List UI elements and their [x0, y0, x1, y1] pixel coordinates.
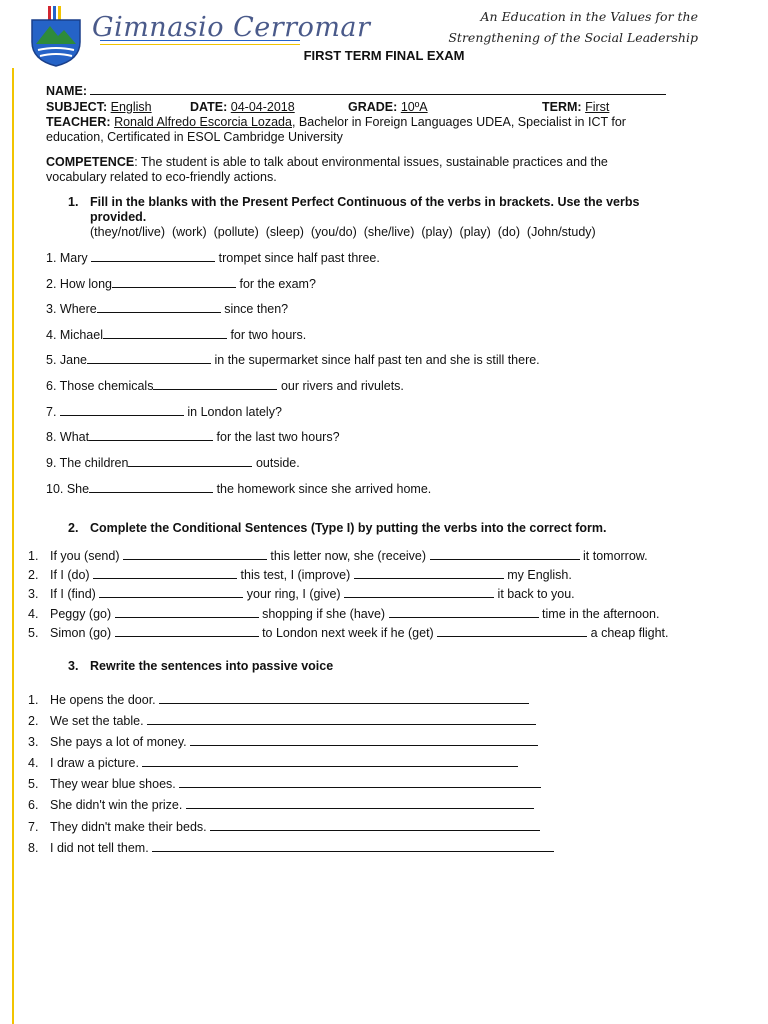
answer-blank[interactable] [112, 277, 236, 288]
item-text-before: 6. Those chemicals [46, 379, 154, 393]
passive-item [28, 841, 554, 855]
item-text-after: outside. [252, 456, 300, 470]
item-text-before: 1. Mary [46, 251, 92, 265]
subject-value: English [110, 100, 152, 114]
answer-blank[interactable] [159, 693, 529, 704]
fill-blank-item [46, 328, 306, 342]
answer-blank[interactable] [142, 756, 518, 767]
item-text-after: for the exam? [236, 277, 316, 291]
passive-item [28, 820, 540, 834]
answer-blank[interactable] [99, 587, 243, 598]
answer-blank[interactable] [97, 302, 221, 313]
item-text-after: trompet since half past three. [215, 251, 380, 265]
motto-line-2: Strengthening of the Social Leadership [448, 30, 698, 45]
fill-blank-item [46, 277, 316, 291]
school-name: Gimnasio Cerromar [92, 12, 371, 43]
teacher-row-2: education, Certificated in ESOL Cambridge University [46, 130, 343, 144]
item-sentence: We set the table. [50, 714, 148, 728]
fill-blank-item [46, 405, 282, 419]
teacher-row: TEACHER: Ronald Alfredo Escorcia Lozada, Bachelor in Foreign Languages UDEA, Specialist in ICT for [46, 115, 626, 129]
answer-blank[interactable] [152, 841, 554, 852]
subject-row: SUBJECT: English [46, 100, 152, 114]
item-number: 5. [28, 626, 39, 640]
fill-blank-item [46, 353, 540, 367]
answer-blank[interactable] [210, 820, 540, 831]
passive-item [28, 756, 518, 770]
section1-heading-2: provided. [90, 210, 147, 224]
item-number: 6. [28, 798, 39, 812]
fill-blank-item [46, 379, 404, 393]
answer-blank[interactable] [153, 379, 277, 390]
answer-blank[interactable] [128, 456, 252, 467]
fill-blank-item [46, 302, 288, 316]
section1-number: 1. [68, 195, 79, 209]
answer-blank[interactable] [115, 626, 259, 637]
answer-blank[interactable] [354, 568, 504, 579]
item-text-before: 4. Michael [46, 328, 103, 342]
item-clause-a: Peggy (go) [50, 607, 115, 621]
item-clause-b: this letter now, she (receive) [266, 549, 430, 563]
item-number: 3. [28, 587, 39, 601]
section3-heading: Rewrite the sentences into passive voice [90, 659, 334, 673]
item-number: 2. [28, 568, 39, 582]
conditional-item [28, 607, 659, 621]
answer-blank[interactable] [430, 549, 580, 560]
answer-blank[interactable] [87, 353, 211, 364]
answer-blank[interactable] [123, 549, 267, 560]
fill-blank-item [46, 430, 340, 444]
fill-blank-item [46, 482, 431, 496]
answer-blank[interactable] [190, 735, 538, 746]
conditional-item [28, 568, 572, 582]
item-number: 1. [28, 693, 39, 707]
competence-row-2: vocabulary related to eco-friendly actions. [46, 170, 277, 184]
motto-line-1: An Education in the Values for the [480, 9, 698, 24]
section1-verbs: (they/not/live) (work) (pollute) (sleep) (you/do) (she/live) (play) (play) (do) (John/study) [90, 225, 596, 239]
passive-item [28, 798, 534, 812]
answer-blank[interactable] [389, 607, 539, 618]
term-label: TERM [542, 100, 578, 114]
passive-item [28, 735, 538, 749]
item-text-after: the homework since she arrived home. [213, 482, 432, 496]
item-sentence: I draw a picture. [50, 756, 143, 770]
competence-label: COMPETENCE [46, 155, 135, 169]
item-clause-a: If I (do) [50, 568, 94, 582]
item-clause-c: it tomorrow. [579, 549, 648, 563]
item-clause-b: to London next week if he (get) [258, 626, 438, 640]
school-motto [448, 6, 698, 48]
section2-number: 2. [68, 521, 79, 535]
conditional-item [28, 549, 648, 563]
answer-blank[interactable] [103, 328, 227, 339]
item-clause-c: it back to you. [494, 587, 575, 601]
teacher-label: TEACHER [46, 115, 107, 129]
item-clause-b: shopping if she (have) [258, 607, 389, 621]
competence-text: : The student is able to talk about environmental issues, sustainable practices and the [134, 155, 608, 169]
fill-blank-item [46, 456, 300, 470]
item-text-before: 7. [46, 405, 60, 419]
item-text-after: for two hours. [226, 328, 307, 342]
item-number: 2. [28, 714, 39, 728]
item-number: 1. [28, 549, 39, 563]
item-clause-c: a cheap flight. [587, 626, 669, 640]
item-clause-a: If I (find) [50, 587, 100, 601]
competence-row [46, 155, 608, 169]
answer-blank[interactable] [89, 482, 213, 493]
item-text-after: since then? [220, 302, 289, 316]
answer-blank[interactable] [89, 430, 213, 441]
item-sentence: They wear blue shoes. [50, 777, 180, 791]
exam-title: FIRST TERM FINAL EXAM [303, 48, 465, 63]
teacher-name: Ronald Alfredo Escorcia Lozada [114, 115, 292, 129]
term-value: First [585, 100, 610, 114]
passive-item [28, 714, 536, 728]
section1-heading: Fill in the blanks with the Present Perfect Continuous of the verbs in brackets. Use the verbs [90, 195, 640, 209]
item-text-before: 10. She [46, 482, 90, 496]
answer-blank[interactable] [147, 714, 536, 725]
passive-item [28, 693, 529, 707]
item-text-before: 5. Jane [46, 353, 88, 367]
item-sentence: She pays a lot of money. [50, 735, 191, 749]
item-text-after: for the last two hours? [213, 430, 340, 444]
section2-heading: Complete the Conditional Sentences (Type I) by putting the verbs into the correct form. [90, 521, 607, 535]
answer-blank[interactable] [344, 587, 494, 598]
answer-blank[interactable] [186, 798, 534, 809]
answer-blank[interactable] [437, 626, 587, 637]
header-line-yellow [100, 44, 300, 45]
name-row: NAME: [46, 84, 666, 98]
name-label: NAME [46, 84, 83, 98]
date-row: DATE: 04-04-2018 [190, 100, 295, 114]
section3-number: 3. [68, 659, 79, 673]
item-number: 7. [28, 820, 39, 834]
item-text-after: in the supermarket since half past ten and she is still there. [211, 353, 540, 367]
date-value: 04-04-2018 [230, 100, 295, 114]
item-text-before: 2. How long [46, 277, 113, 291]
answer-blank[interactable] [93, 568, 237, 579]
answer-blank[interactable] [60, 405, 184, 416]
item-text-before: 3. Where [46, 302, 97, 316]
item-clause-a: Simon (go) [50, 626, 115, 640]
grade-label: GRADE [348, 100, 394, 114]
item-clause-b: your ring, I (give) [243, 587, 345, 601]
item-clause-c: time in the afternoon. [538, 607, 660, 621]
subject-label: SUBJECT [46, 100, 103, 114]
item-sentence: They didn't make their beds. [50, 820, 211, 834]
item-sentence: He opens the door. [50, 693, 160, 707]
item-clause-b: this test, I (improve) [237, 568, 354, 582]
grade-row: GRADE: 10ºA [348, 100, 428, 114]
answer-blank[interactable] [115, 607, 259, 618]
grade-value: 10ºA [400, 100, 428, 114]
answer-blank[interactable] [179, 777, 541, 788]
item-number: 4. [28, 756, 39, 770]
fill-blank-item [46, 251, 380, 265]
passive-item [28, 777, 541, 791]
item-text-before: 8. What [46, 430, 90, 444]
term-row: TERM: First [542, 100, 610, 114]
item-clause-c: my English. [503, 568, 572, 582]
left-border-line [12, 68, 14, 1024]
answer-blank[interactable] [91, 251, 215, 262]
item-text-after: our rivers and rivulets. [277, 379, 404, 393]
teacher-credentials: , Bachelor in Foreign Languages UDEA, Specialist in ICT for [291, 115, 626, 129]
item-text-after: in London lately? [183, 405, 282, 419]
item-clause-a: If you (send) [50, 549, 123, 563]
item-sentence: She didn't win the prize. [50, 798, 186, 812]
item-number: 4. [28, 607, 39, 621]
item-sentence: I did not tell them. [50, 841, 153, 855]
conditional-item [28, 587, 575, 601]
item-number: 8. [28, 841, 39, 855]
conditional-item [28, 626, 669, 640]
item-text-before: 9. The children [46, 456, 129, 470]
item-number: 5. [28, 777, 39, 791]
date-label: DATE [190, 100, 224, 114]
name-blank[interactable] [90, 84, 666, 95]
item-number: 3. [28, 735, 39, 749]
